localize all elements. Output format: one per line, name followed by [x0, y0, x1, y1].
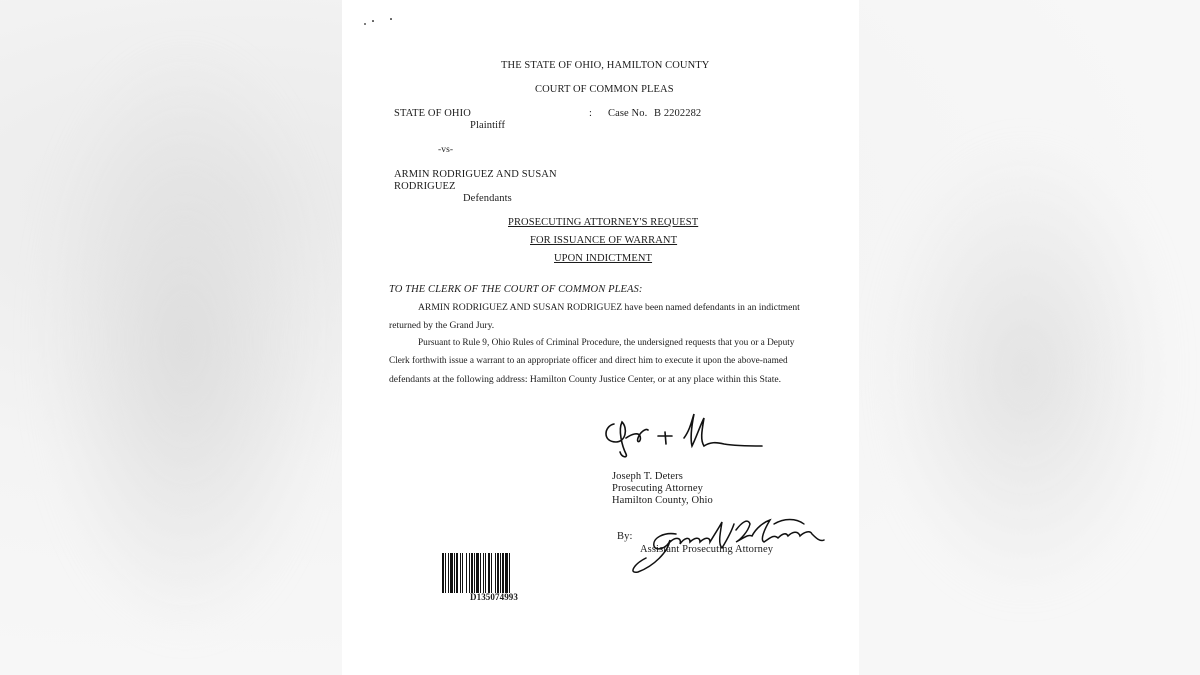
scan-speck: [364, 23, 366, 25]
defendant-label: Defendants: [463, 193, 512, 204]
paragraph1-line1: ARMIN RODRIGUEZ AND SUSAN RODRIGUEZ have been named defendants in an indictment: [418, 302, 800, 313]
defendant-name-line1: ARMIN RODRIGUEZ AND SUSAN: [394, 169, 557, 180]
paragraph2-line3: defendants at the following address: Hamilton County Justice Center, or at any place within this State.: [389, 374, 782, 385]
blurred-background-right: [880, 140, 1170, 600]
document-title-line2: FOR ISSUANCE OF WARRANT: [530, 235, 678, 246]
plaintiff-name: STATE OF OHIO: [394, 108, 471, 119]
plaintiff-label: Plaintiff: [470, 120, 506, 131]
versus-label: -vs-: [438, 145, 454, 155]
barcode-number: D135074993: [470, 592, 518, 602]
defendant-name-line2: RODRIGUEZ: [394, 181, 456, 192]
scan-speck: [372, 20, 374, 22]
header-court-line: COURT OF COMMON PLEAS: [535, 84, 674, 95]
case-number-label: Case No.: [608, 108, 648, 119]
document-title-line3: UPON INDICTMENT: [554, 253, 653, 264]
scan-speck: [390, 18, 392, 20]
signer-title: Prosecuting Attorney: [612, 483, 703, 494]
paragraph2-line2: Clerk forthwith issue a warrant to an appropriate officer and direct him to execute it upon the above-named: [389, 356, 788, 366]
caption-separator: :: [589, 108, 593, 119]
paragraph1-line2: returned by the Grand Jury.: [389, 320, 495, 331]
case-number-value: B 2202282: [654, 108, 702, 119]
signer-name: Joseph T. Deters: [612, 471, 683, 482]
paragraph2-line1: Pursuant to Rule 9, Ohio Rules of Criminal Procedure, the undersigned requests that you or a Deputy: [418, 338, 795, 348]
barcode: [442, 553, 545, 593]
blurred-background-left: [40, 40, 330, 640]
by-label: By:: [617, 531, 633, 542]
prosecutor-signature: [600, 408, 765, 458]
document-title-line1: PROSECUTING ATTORNEY'S REQUEST: [508, 217, 699, 228]
barcode-bar: [510, 553, 512, 593]
document-page: [342, 0, 859, 675]
assistant-signature: [624, 512, 834, 576]
salutation: TO THE CLERK OF THE COURT OF COMMON PLEAS:: [389, 284, 643, 295]
assistant-title: Assistant Prosecuting Attorney: [640, 544, 774, 555]
header-state-line: THE STATE OF OHIO, HAMILTON COUNTY: [501, 60, 710, 71]
signer-county: Hamilton County, Ohio: [612, 495, 713, 506]
